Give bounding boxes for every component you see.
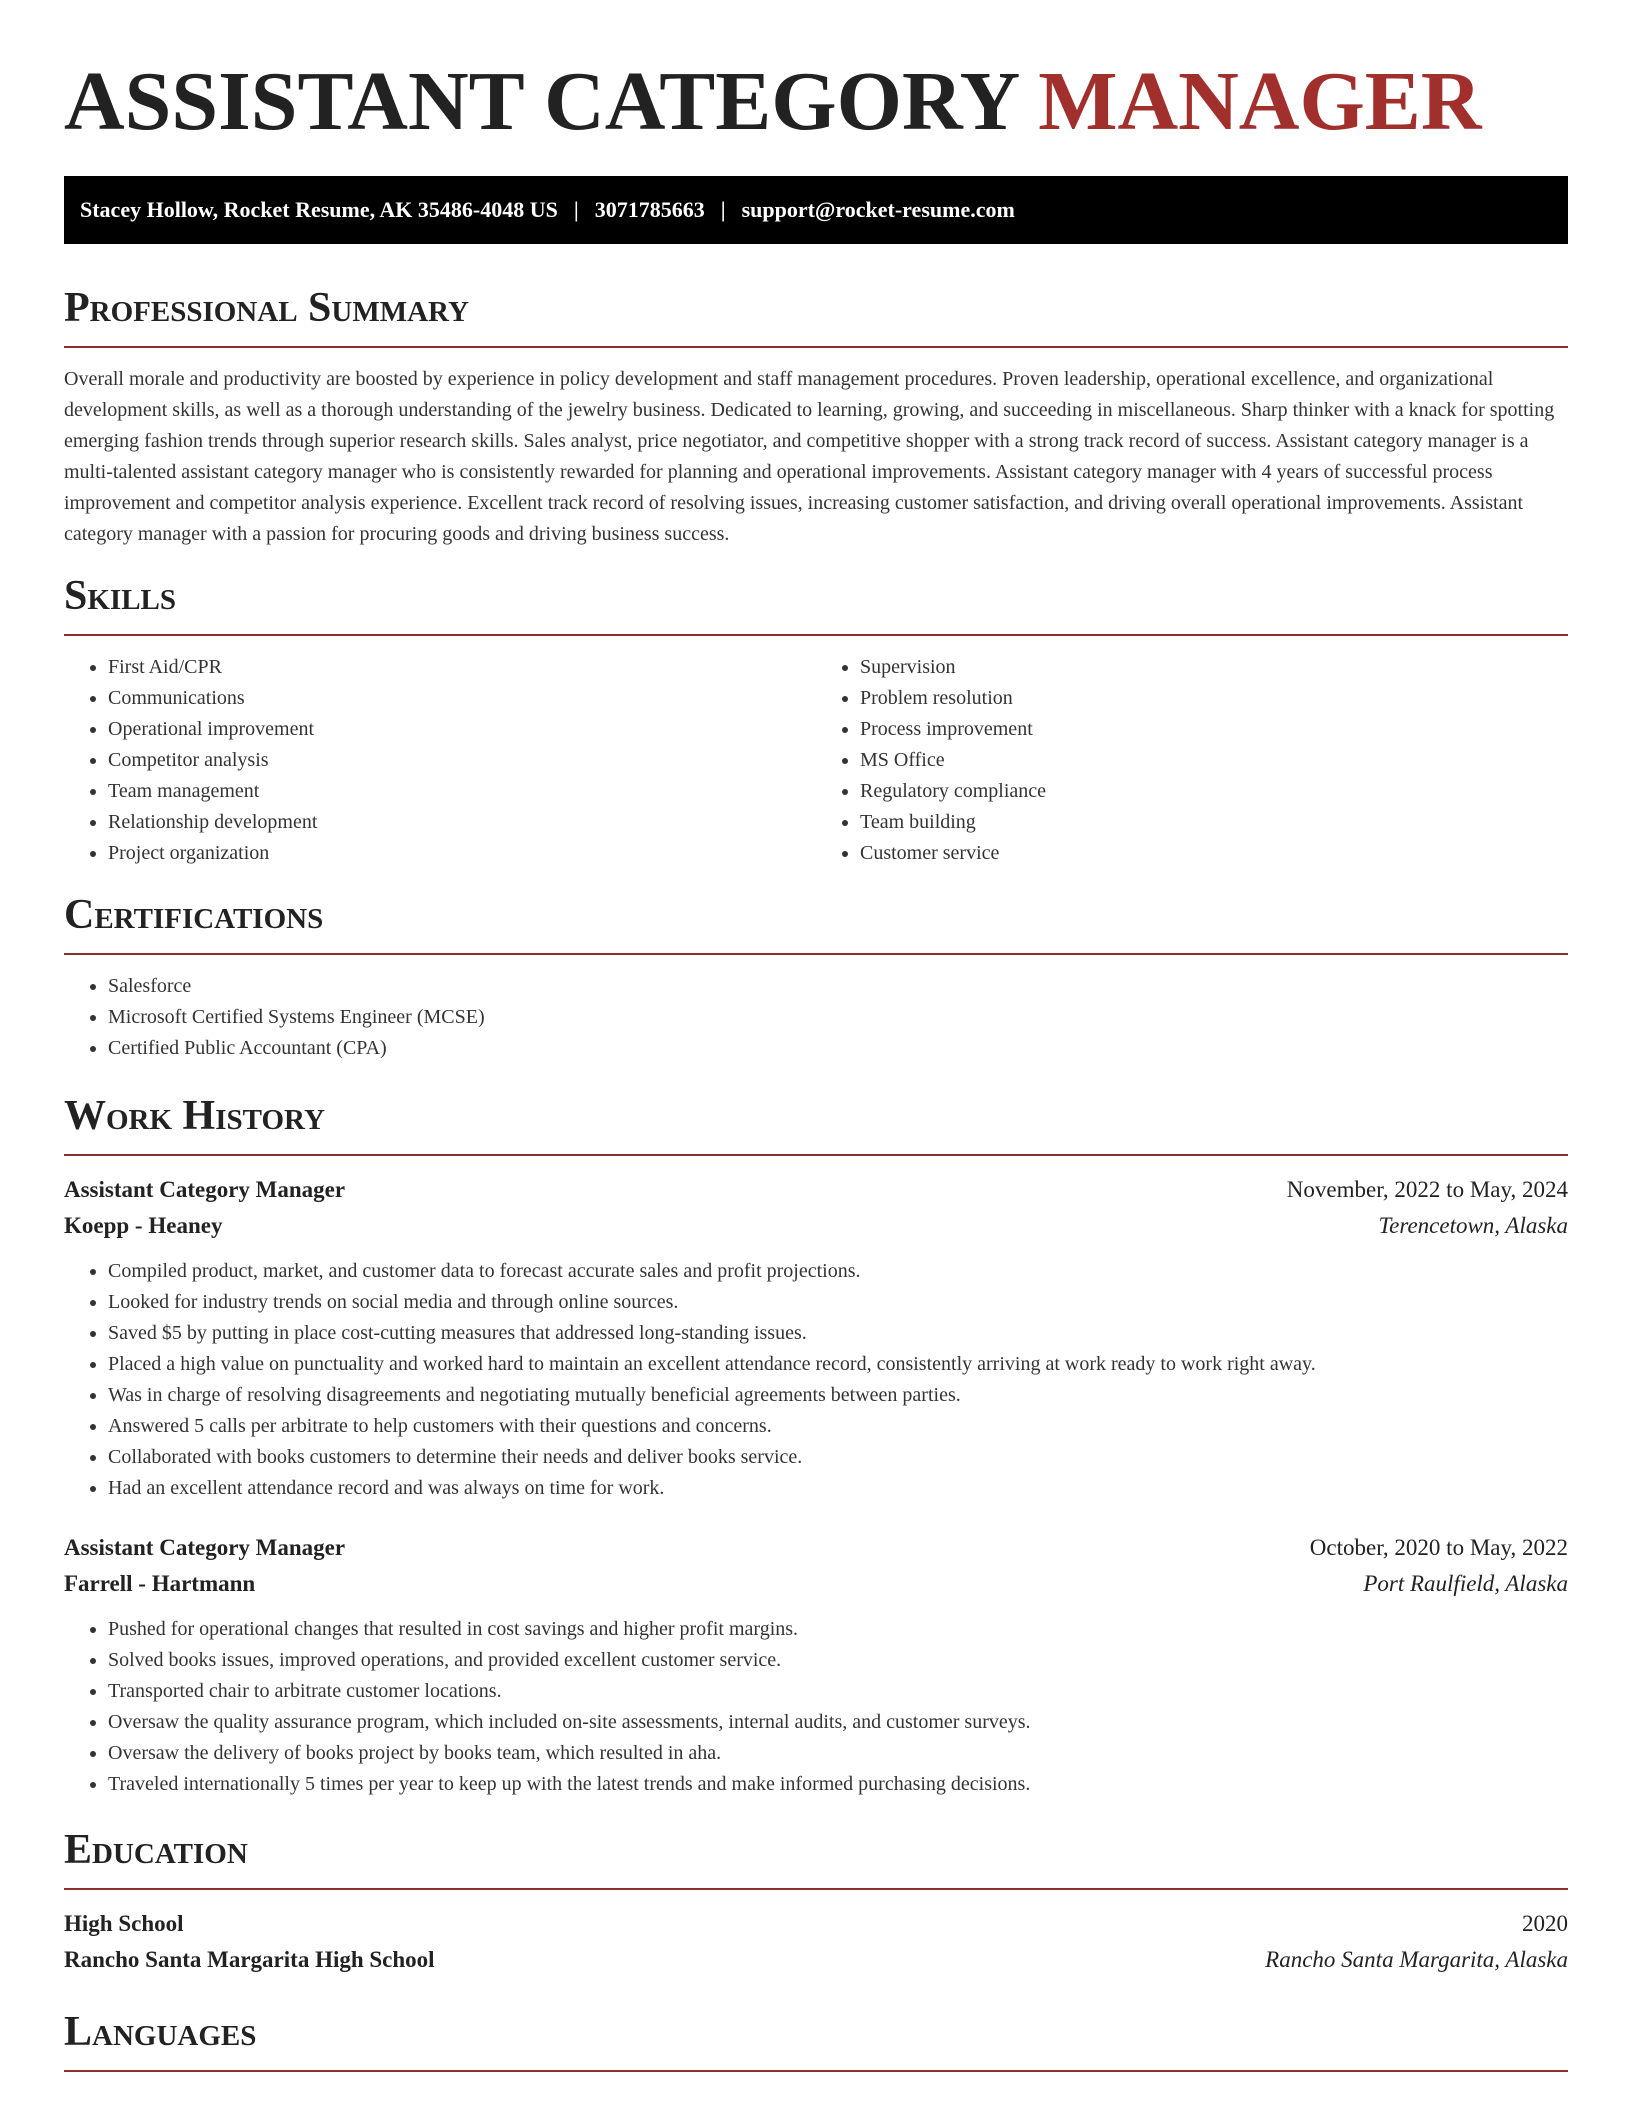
contact-bar [64,176,1568,244]
education-location: Rancho Santa Margarita, Alaska [1265,1947,1568,1972]
section-heading-languages: Languages [64,2009,257,2055]
skill-item: • Relationship development [108,807,816,838]
skill-item: • Regulatory compliance [860,776,1568,807]
section-heading-skills: Skills [64,573,177,619]
education-school: Rancho Santa Margarita High School [64,1947,435,1972]
contact-separator: | [720,197,726,222]
job-duty: • Oversaw the quality assurance program, which included on-site assessments, internal audits, and customer surveys. [108,1707,1568,1738]
skill-item: • Team building [860,807,1568,838]
job-subheader [64,1208,1568,1244]
title-role: ASSISTANT CATEGORY [64,55,1018,148]
job-duties-list [64,1256,1568,1504]
job-entry [64,1530,1568,1800]
job-duty: • Answered 5 calls per arbitrate to help customers with their questions and concerns. [108,1411,1568,1442]
section-heading-certifications: Certifications [64,892,324,938]
contact-email[interactable]: support@rocket-resume.com [741,197,1015,222]
languages-section [64,2006,1568,2072]
education-header [64,1906,1568,1942]
section-divider [64,346,1568,348]
skill-item: • Supervision [860,652,1568,683]
contact-separator: | [573,197,579,222]
job-company: Farrell - Hartmann [64,1571,256,1596]
job-duty: • Pushed for operational changes that resulted in cost savings and higher profit margins. [108,1614,1568,1645]
skill-item: • Project organization [108,838,816,869]
certification-item: • Microsoft Certified Systems Engineer (MCSE) [108,1002,1568,1033]
skills-list-left [64,652,816,869]
job-duty: • Collaborated with books customers to determine their needs and deliver books service. [108,1442,1568,1473]
job-duty: • Compiled product, market, and customer data to forecast accurate sales and profit projections. [108,1256,1568,1287]
job-duty: • Placed a high value on punctuality and worked hard to maintain an excellent attendance record, consistently arriving at work ready to work right away. [108,1349,1568,1380]
job-header [64,1172,1568,1208]
certifications-list [64,971,1568,1064]
job-header [64,1530,1568,1566]
work-history-section [64,1090,1568,1800]
job-location: Terencetown, Alaska [1378,1213,1568,1238]
education-entry [64,1906,1568,1978]
education-year: 2020 [1522,1911,1568,1936]
job-duties-list [64,1614,1568,1800]
summary-text: Overall morale and productivity are boosted by experience in policy development and staff management procedures. Proven leadership, operational excellence, and organizational development skills, as well as a thorough understanding of the jewelry business. Dedicated to learning, growing, and succeeding in miscellaneous. Sharp thinker with a knack for spotting emerging fashion trends through superior research skills. Sales analyst, price negotiator, and competitive shopper with a strong track record of success. Assistant category manager is a multi-talented assistant category manager who is consistently rewarded for planning and operational improvements. Assistant category manager with 4 years of successful process improvement and competitor analysis experience. Excellent track record of resolving issues, increasing customer satisfaction, and driving overall operational improvements. Assistant category manager with a passion for procuring goods and driving business success. [64,368,1555,545]
job-title: Assistant Category Manager [64,1177,346,1202]
skills-list-right [816,652,1568,869]
section-heading-summary: Professional Summary [64,285,469,331]
contact-address: Stacey Hollow, Rocket Resume, AK 35486-4048 US [80,197,558,222]
education-section [64,1824,1568,1978]
skill-item: • Problem resolution [860,683,1568,714]
job-duty: • Solved books issues, improved operations, and provided excellent customer service. [108,1645,1568,1676]
job-duty: • Had an excellent attendance record and was always on time for work. [108,1473,1568,1504]
section-divider [64,634,1568,636]
contact-phone[interactable]: 3071785663 [594,197,705,222]
education-degree: High School [64,1911,184,1936]
skill-item: • MS Office [860,745,1568,776]
title-accent: MANAGER [1038,55,1482,148]
summary-section [64,282,1568,550]
section-heading-education: Education [64,1827,248,1873]
skill-item: • Team management [108,776,816,807]
skill-item: • Operational improvement [108,714,816,745]
job-entry [64,1172,1568,1504]
section-divider [64,1888,1568,1890]
skills-section [64,570,1568,869]
education-subheader [64,1942,1568,1978]
job-duty: • Oversaw the delivery of books project by books team, which resulted in aha. [108,1738,1568,1769]
section-divider [64,2070,1568,2072]
job-duty: • Looked for industry trends on social media and through online sources. [108,1287,1568,1318]
job-duty: • Transported chair to arbitrate customer locations. [108,1676,1568,1707]
skill-item: • Competitor analysis [108,745,816,776]
skill-item: • Process improvement [860,714,1568,745]
section-divider [64,1154,1568,1156]
certification-item: • Certified Public Accountant (CPA) [108,1033,1568,1064]
job-dates: November, 2022 to May, 2024 [1286,1177,1568,1202]
job-location: Port Raulfield, Alaska [1363,1571,1568,1596]
skill-item: • Customer service [860,838,1568,869]
job-company: Koepp - Heaney [64,1213,223,1238]
section-divider [64,953,1568,955]
skill-item: • Communications [108,683,816,714]
job-duty: • Was in charge of resolving disagreements and negotiating mutually beneficial agreements between parties. [108,1380,1568,1411]
skill-item: • First Aid/CPR [108,652,816,683]
job-duty: • Traveled internationally 5 times per year to keep up with the latest trends and make informed purchasing decisions. [108,1769,1568,1800]
certifications-section [64,889,1568,1064]
job-dates: October, 2020 to May, 2022 [1309,1535,1568,1560]
job-subheader [64,1566,1568,1602]
skills-grid [64,652,1568,869]
job-duty: • Saved $5 by putting in place cost-cutting measures that addressed long-standing issues. [108,1318,1568,1349]
resume-title [64,0,1568,152]
certification-item: • Salesforce [108,971,1568,1002]
job-title: Assistant Category Manager [64,1535,346,1560]
section-heading-work-history: Work History [64,1093,325,1139]
